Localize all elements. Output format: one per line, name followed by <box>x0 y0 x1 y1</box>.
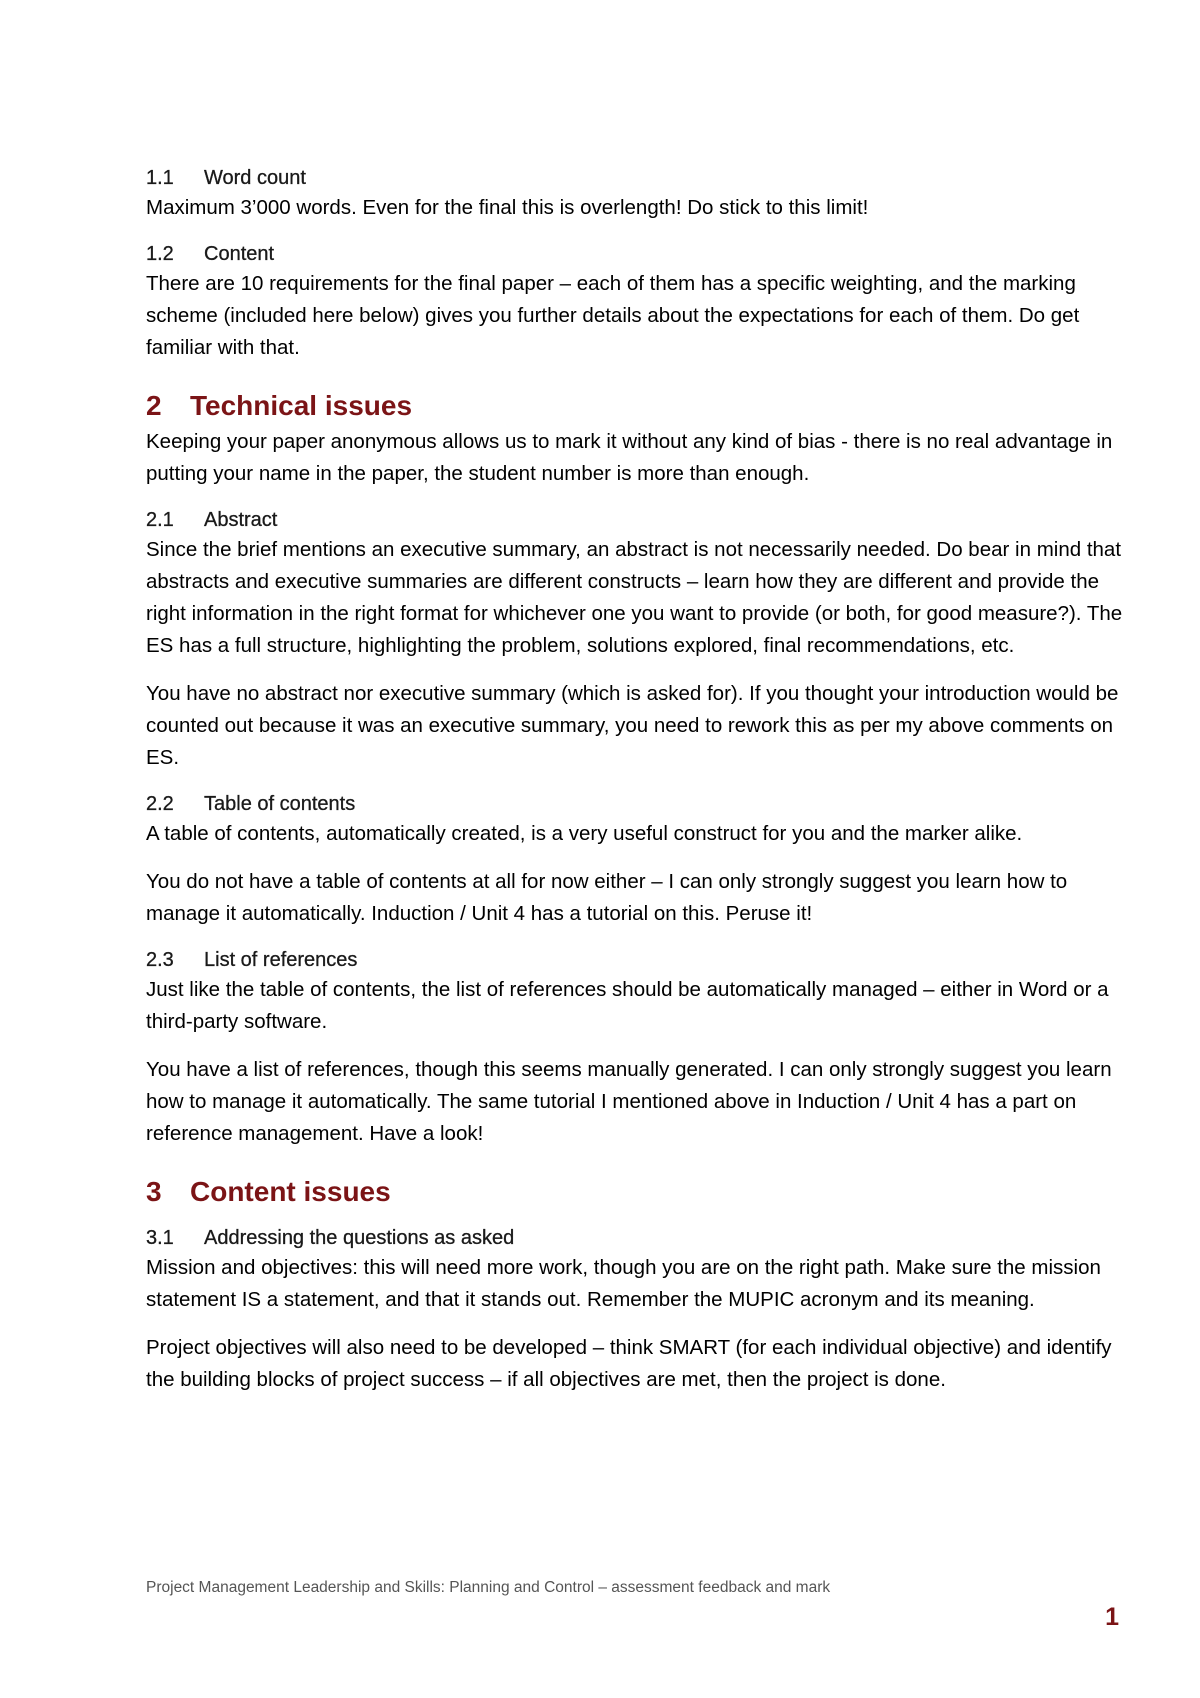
paragraph: Mission and objectives: this will need more work, though you are on the right path. Make sure the mission statement IS a statement, and that it stands out. Remember the MUPIC acronym and its meaning. <box>146 1256 1101 1311</box>
paragraph: Project objectives will also need to be developed – think SMART (for each individual objective) and identify the building blocks of project success – if all objectives are met, then the project is done. <box>146 1336 1112 1391</box>
section-heading-2-1: 2.1 Abstract <box>146 509 278 531</box>
section-heading-2-2: 2.2 Table of contents <box>146 793 356 815</box>
paragraph: A table of contents, automatically created, is a very useful construct for you and the marker alike. <box>146 822 1023 845</box>
page-number: 1 <box>1105 1603 1119 1631</box>
paragraph: Just like the table of contents, the list of references should be automatically managed – either in Word or a third-party software. <box>146 978 1109 1033</box>
section-heading-2-3: 2.3 List of references <box>146 949 358 971</box>
section-heading-3: 3 Content issues <box>146 1176 391 1207</box>
paragraph: Keeping your paper anonymous allows us to mark it without any kind of bias - there is no real advantage in putting your name in the paper, the student number is more than enough. <box>146 430 1113 485</box>
section-heading-1-1: 1.1 Word count <box>146 167 306 189</box>
section-heading-1-2: 1.2 Content <box>146 243 275 265</box>
paragraph: You have a list of references, though this seems manually generated. I can only strongly suggest you learn how to manage it automatically. The same tutorial I mentioned above in Induction / Unit 4 has a part on reference management. Have a look! <box>146 1058 1112 1145</box>
paragraph: Maximum 3’000 words. Even for the final this is overlength! Do stick to this limit! <box>146 196 869 219</box>
document-page <box>146 164 1130 1396</box>
paragraph: You do not have a table of contents at all for now either – I can only strongly suggest you learn how to manage it automatically. Induction / Unit 4 has a tutorial on this. Peruse it! <box>146 870 1068 925</box>
paragraph: You have no abstract nor executive summary (which is asked for). If you thought your introduction would be counted out because it was an executive summary, you need to rework this as per my above comments on ES. <box>146 682 1119 769</box>
paragraph: There are 10 requirements for the final paper – each of them has a specific weighting, and the marking scheme (included here below) gives you further details about the expectations for each of them. Do get familiar with that. <box>146 272 1080 359</box>
page-footer: Project Management Leadership and Skills: Planning and Control – assessment feedback and mark <box>146 1579 831 1596</box>
section-heading-3-1: 3.1 Addressing the questions as asked <box>146 1227 515 1249</box>
paragraph: Since the brief mentions an executive summary, an abstract is not necessarily needed. Do bear in mind that abstracts and executive summaries are different constructs – learn how they are different and provide the right information in the right format for whichever one you want to provide (or both, for good measure?). The ES has a full structure, highlighting the problem, solutions explored, final recommendations, etc. <box>146 538 1123 657</box>
section-heading-2: 2 Technical issues <box>146 390 413 421</box>
